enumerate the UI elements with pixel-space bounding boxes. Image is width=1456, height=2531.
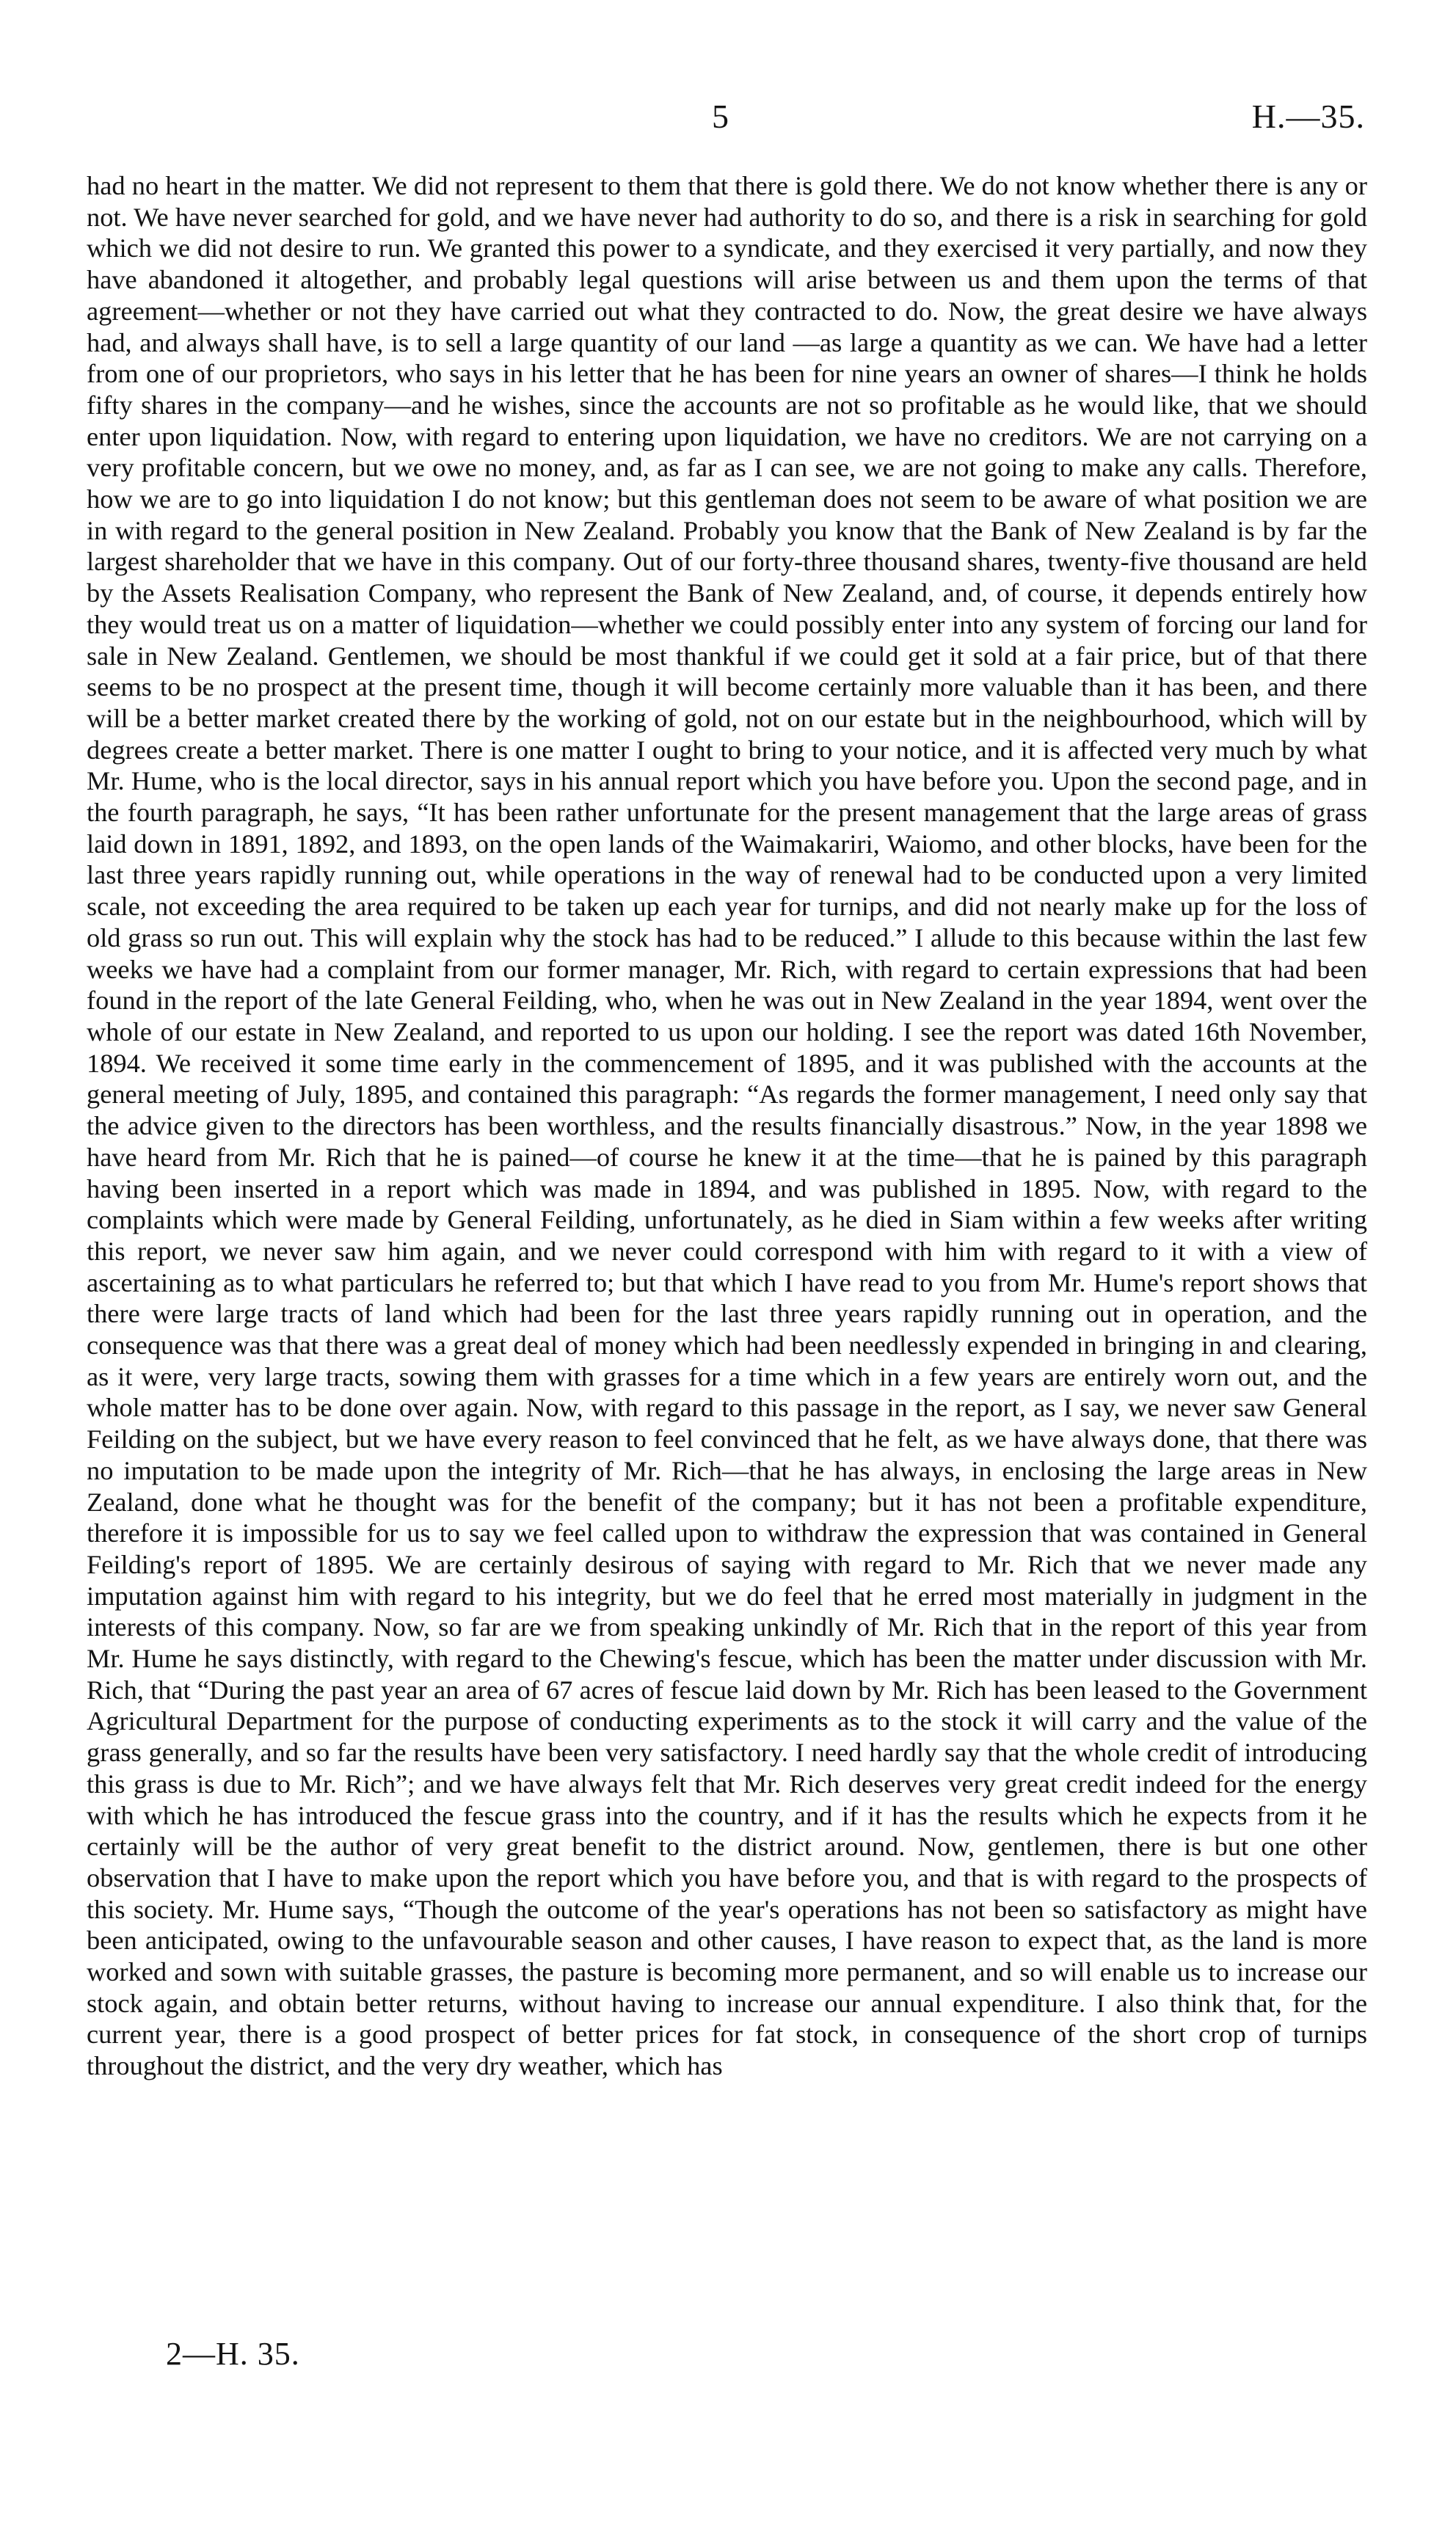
body-paragraph: had no heart in the matter. We did not represent to them that there is gold there. We do not know whether there is any or not. We have never searched for gold, and we have never had authority to do so, and there is a risk in searching for gold which we did not desire to run. We granted this power to a syndicate, and they exercised it very partially, and now they have abandoned it altogether, and probably legal questions will arise between us and them upon the terms of that agreement—whether or not they have carried out what they contracted to do. Now, the great desire we have always had, and always shall have, is to sell a large quantity of our land —as large a quantity as we can. We have had a letter from one of our proprietors, who says in his letter that he has been for nine years an owner of shares—I think he holds fifty shares in the company—and he wishes, since the accounts are not so profitable as he would like, that we should enter upon liquidation. Now, with regard to entering upon liquidation, we have no creditors. We are not carrying on a very profitable concern, but we owe no money, and, as far as I can see, we are not going to make any calls. Therefore, how we are to go into liquidation I do not know; but this gentleman does not seem to be aware of what position we are in with regard to the general position in New Zealand. Probably you know that the Bank of New Zealand is by far the largest shareholder that we have in this company. Out of our forty-three thousand shares, twenty-five thousand are held by the Assets Realisation Company, who represent the Bank of New Zealand, and, of course, it depends entirely how they would treat us on a matter of liquidation—whether we could possibly enter into any system of forcing our land for sale in New Zealand. Gentlemen, we should be most thankful if we could get it sold at a fair price, but of that there seems to be no prospect at the present time, though it will become certainly more valuable than it has been, and there will be a better market created there by the working of gold, not on our estate but in the neighbourhood, which will by degrees create a better market. There is one matter I ought to bring to your notice, and it is affected very much by what Mr. Hume, who is the local director, says in his annual report which you have before you. Upon the second page, and in the fourth paragraph, he says, “It has been rather unfortunate for the present management that the large areas of grass laid down in 1891, 1892, and 1893, on the open lands of the Waimakariri, Waiomo, and other blocks, have been for the last three years rapidly running out, while operations in the way of renewal had to be conducted upon a very limited scale, not exceeding the area required to be taken up each year for turnips, and did not nearly make up for the loss of old grass so run out. This will explain why the stock has had to be reduced.” I allude to this because within the last few weeks we have had a complaint from our former manager, Mr. Rich, with regard to certain expressions that had been found in the report of the late General Feilding, who, when he was out in New Zealand in the year 1894, went over the whole of our estate in New Zealand, and reported to us upon our holding. I see the report was dated 16th November, 1894. We received it some time early in the commencement of 1895, and it was published with the accounts at the general meeting of July, 1895, and contained this paragraph: “As regards the former management, I need only say that the advice given to the directors has been worthless, and the results financially disastrous.” Now, in the year 1898 we have heard from Mr. Rich that he is pained—of course he knew it at the time—that he is pained by this paragraph having been inserted in a report which was made in 1894, and was published in 1895. Now, with regard to the complaints which were made by General Feilding, unfortunately, as he died in Siam within a few weeks after writing this report, we never saw him again, and we never could correspond with him with regard to it with a view of ascertaining as to what particulars he referred to; but that which I have read to you from Mr. Hume's report shows that there were large tracts of land which had been for the last three years rapidly running out in operation, and the consequence was that there was a great deal of money which had been needlessly expended in bringing in and clearing, as it were, very large tracts, sowing them with grasses for a time which in a few years are entirely worn out, and the whole matter has to be done over again. Now, with regard to this passage in the report, as I say, we never saw General Feilding on the subject, but we have every reason to feel convinced that he felt, as we have always done, that there was no imputation to be made upon the integrity of Mr. Rich—that he has always, in enclosing the large areas in New Zealand, done what he thought was for the benefit of the company; but it has not been a profitable expenditure, therefore it is impossible for us to say we feel called upon to withdraw the expression that was contained in General Feilding's report of 1895. We are certainly desirous of saying with regard to Mr. Rich that we never made any imputation against him with regard to his integrity, but we do feel that he erred most materially in judgment in the interests of this company. Now, so far are we from speaking unkindly of Mr. Rich that in the report of this year from Mr. Hume he says distinctly, with regard to the Chewing's fescue, which has been the matter under discussion with Mr. Rich, that “During the past year an area of 67 acres of fescue laid down by Mr. Rich has been leased to the Government Agricultural Department for the purpose of conducting experiments as to the stock it will carry and the value of the grass generally, and so far the results have been very satisfactory. I need hardly say that the whole credit of introducing this grass is due to Mr. Rich”; and we have always felt that Mr. Rich deserves very great credit indeed for the energy with which he has introduced the fescue grass into the country, and if it has the results which he expects from it he certainly will be the author of very great benefit to the district around. Now, gentlemen, there is but one other observation that I have to make upon the report which you have before you, and that is with regard to the prospects of this society. Mr. Hume says, “Though the outcome of the year's operations has not been so satisfactory as might have been anticipated, owing to the unfavourable season and other causes, I have reason to expect that, as the land is more worked and sown with suitable grasses, the pasture is becoming more permanent, and so will enable us to increase our stock again, and obtain better returns, without having to increase our annual expenditure. I also think that, for the current year, there is a good prospect of better prices for fat stock, in consequence of the short crop of turnips throughout the district, and the very dry weather, which has xyxy=(87,171,1367,2081)
sheet-signature: 2—H. 35. xyxy=(166,2336,300,2372)
document-reference: H.—35. xyxy=(1251,98,1365,135)
page-number: 5 xyxy=(712,98,729,135)
